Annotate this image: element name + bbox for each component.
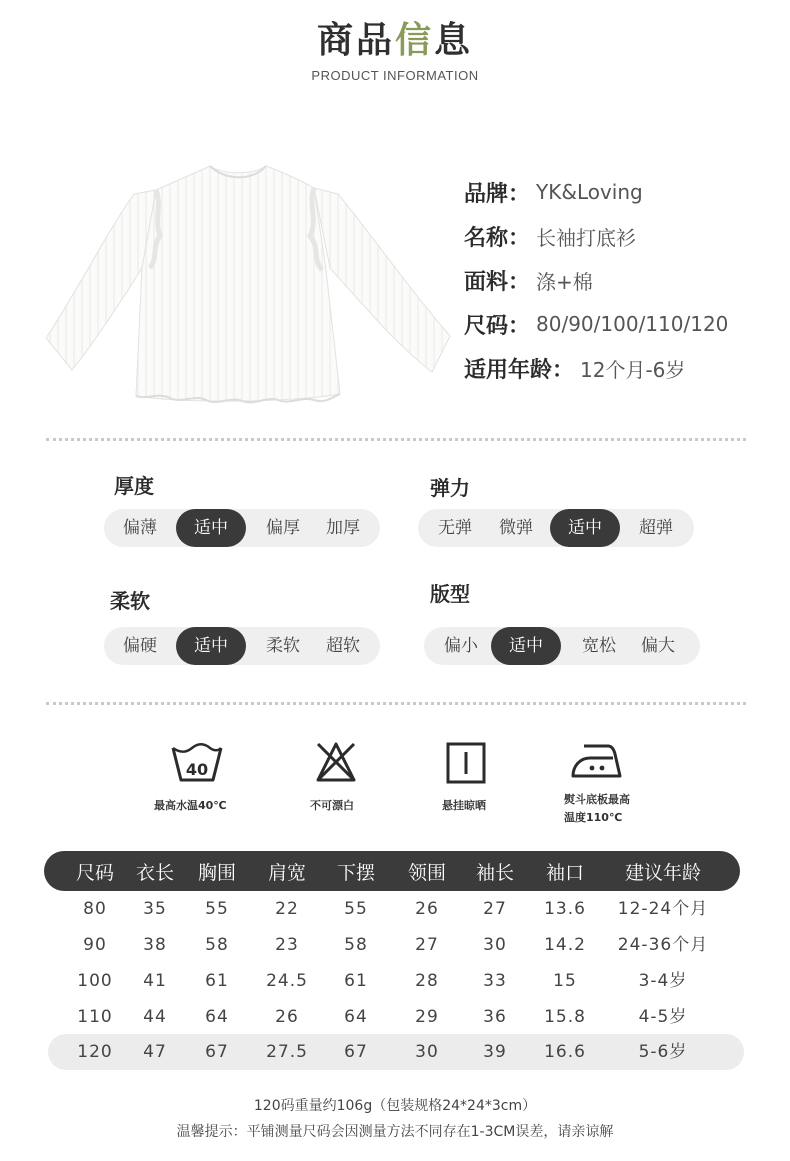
page-title: [0, 18, 790, 64]
attr-option: 宽松: [582, 636, 616, 656]
info-row-brand: [464, 170, 728, 214]
info-row-fabric: [464, 258, 728, 302]
table-cell: 26: [275, 1007, 299, 1027]
title-part-1: 商品: [316, 20, 395, 61]
title-accent: 信: [394, 20, 434, 61]
info-row-age: [464, 346, 728, 390]
table-row: [0, 999, 790, 1035]
table-cell: 15.8: [544, 1007, 586, 1027]
table-cell: 55: [344, 899, 368, 919]
table-cell: 13.6: [544, 899, 586, 919]
attr-scale-fit: [424, 627, 700, 665]
table-cell: 27: [415, 935, 439, 955]
attr-option: 超弹: [639, 518, 673, 538]
column-header: 衣长: [135, 862, 175, 884]
attr-option: 加厚: [326, 518, 360, 538]
attr-option-selected: 适中: [176, 509, 246, 547]
table-cell: 41: [143, 971, 167, 991]
column-header: 袖口: [545, 862, 585, 884]
page-subtitle: PRODUCT INFORMATION: [311, 68, 479, 83]
table-cell: 64: [344, 1007, 368, 1027]
table-cell: 16.6: [544, 1042, 586, 1062]
attr-title-thickness: 厚度: [114, 474, 154, 498]
table-cell: 38: [143, 935, 167, 955]
care-label-bleach: 不可漂白: [310, 799, 354, 812]
no-bleach-icon: [314, 740, 358, 784]
attr-scale-elasticity: [418, 509, 694, 547]
table-cell: 4-5岁: [638, 1007, 688, 1027]
column-header: 建议年龄: [624, 862, 702, 884]
care-label-wash: 最高水温40℃: [154, 799, 227, 812]
table-row: [0, 1034, 790, 1070]
info-label: 适用年龄：: [464, 357, 575, 383]
title-part-2: 息: [434, 20, 474, 61]
iron-icon: [570, 740, 622, 780]
table-row: [0, 927, 790, 963]
table-cell: 24-36个月: [617, 935, 709, 955]
attr-title-softness: 柔软: [110, 589, 150, 613]
attr-option-selected: 适中: [491, 627, 561, 665]
table-cell: 24.5: [266, 971, 308, 991]
column-header: 尺码: [75, 862, 115, 884]
info-label: 面料：: [464, 269, 531, 295]
table-cell: 22: [275, 899, 299, 919]
table-cell: 64: [205, 1007, 229, 1027]
attr-option: 无弹: [438, 518, 472, 538]
table-cell: 61: [205, 971, 229, 991]
table-cell: 15: [553, 971, 577, 991]
measurement-tip: 温馨提示：平铺测量尺码会因测量方法不同存在1-3CM误差，请亲谅解: [176, 1124, 614, 1140]
info-label: 名称：: [464, 225, 531, 251]
attr-option: 超软: [326, 636, 360, 656]
wash-temperature: 40: [185, 760, 209, 779]
column-header: 领围: [407, 862, 447, 884]
column-header: 肩宽: [267, 862, 307, 884]
column-header: 袖长: [475, 862, 515, 884]
care-label-iron-1: 熨斗底板最高: [564, 793, 630, 806]
attr-scale-thickness: [104, 509, 380, 547]
column-header: 胸围: [197, 862, 237, 884]
attr-option-selected: 适中: [176, 627, 246, 665]
info-row-size: [464, 302, 728, 346]
table-cell: 27.5: [266, 1042, 308, 1062]
table-cell: 100: [77, 971, 113, 991]
info-value: 长袖打底衫: [536, 225, 637, 250]
table-cell: 110: [77, 1007, 113, 1027]
table-cell: 55: [205, 899, 229, 919]
table-cell: 67: [344, 1042, 368, 1062]
divider: [46, 702, 746, 705]
table-cell: 33: [483, 971, 507, 991]
table-cell: 39: [483, 1042, 507, 1062]
table-cell: 30: [483, 935, 507, 955]
page-header: [0, 18, 790, 83]
attr-option: 偏薄: [123, 518, 157, 538]
info-value: 12个月-6岁: [580, 357, 686, 382]
product-photo: [38, 150, 458, 410]
weight-note: 120码重量约106g（包装规格24*24*3cm）: [253, 1098, 537, 1114]
table-cell: 3-4岁: [638, 971, 688, 991]
care-label-dry: 悬挂晾晒: [442, 799, 486, 812]
attr-option: 偏大: [641, 636, 675, 656]
table-cell: 26: [415, 899, 439, 919]
table-cell: 120: [77, 1042, 113, 1062]
info-value: 80/90/100/110/120: [536, 312, 729, 336]
attr-option: 柔软: [266, 636, 300, 656]
table-cell: 80: [83, 899, 107, 919]
table-cell: 14.2: [544, 935, 586, 955]
info-label: 品牌：: [464, 181, 531, 207]
table-cell: 28: [415, 971, 439, 991]
table-cell: 47: [143, 1042, 167, 1062]
table-cell: 36: [483, 1007, 507, 1027]
attr-option: 偏厚: [266, 518, 300, 538]
table-cell: 61: [344, 971, 368, 991]
table-cell: 30: [415, 1042, 439, 1062]
info-row-name: [464, 214, 728, 258]
table-cell: 29: [415, 1007, 439, 1027]
table-cell: 27: [483, 899, 507, 919]
table-cell: 58: [344, 935, 368, 955]
table-cell: 5-6岁: [638, 1042, 688, 1062]
attr-option-selected: 适中: [550, 509, 620, 547]
hang-dry-icon: [446, 742, 486, 784]
wash-40-icon: [170, 742, 224, 784]
table-row: [0, 891, 790, 927]
divider: [46, 438, 746, 441]
table-cell: 58: [205, 935, 229, 955]
attr-title-elasticity: 弹力: [430, 476, 470, 500]
table-cell: 44: [143, 1007, 167, 1027]
attr-option: 偏硬: [123, 636, 157, 656]
care-label-iron-2: 温度110℃: [564, 811, 623, 824]
table-cell: 35: [143, 899, 167, 919]
attr-option: 偏小: [444, 636, 478, 656]
attr-title-fit: 版型: [430, 582, 470, 606]
attr-scale-softness: [104, 627, 380, 665]
table-cell: 12-24个月: [617, 899, 709, 919]
table-cell: 67: [205, 1042, 229, 1062]
table-cell: 23: [275, 935, 299, 955]
product-info-list: [464, 170, 728, 390]
column-header: 下摆: [336, 862, 376, 884]
table-cell: 90: [83, 935, 107, 955]
info-value: 涤+棉: [536, 269, 593, 294]
size-table-header-row: [0, 853, 790, 889]
attr-option: 微弹: [499, 518, 533, 538]
info-label: 尺码：: [464, 313, 531, 339]
info-value: YK&Loving: [536, 180, 643, 204]
table-row: [0, 963, 790, 999]
